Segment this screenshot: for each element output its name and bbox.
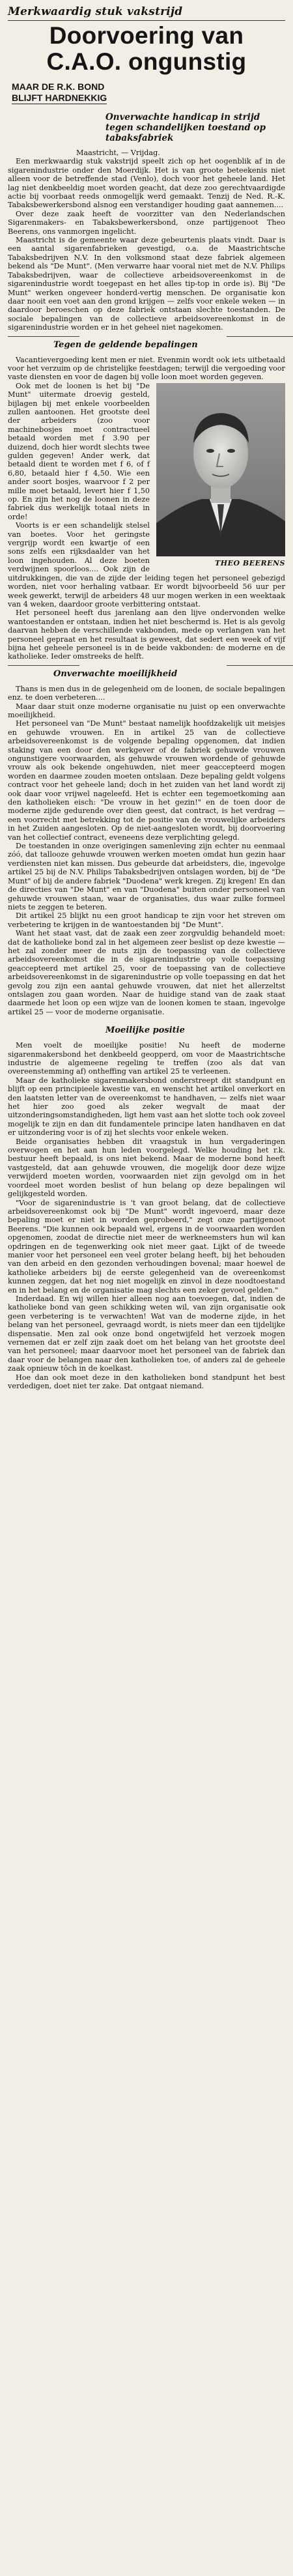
section-heading: Moeilijke positie [105, 1025, 185, 1036]
paragraph: Inderdaad. En wij willen hier alleen nog aan toevoegen, dat, indien de katholieke bond van geen schikking weten wil, van zijn organisatie ook geen verbetering is te verwachten! Wat van de moderne zijde, in het belang van het personeel, gevraagd wordt, is niets meer dan een tijdelijke dispensatie. Men zal ook onze bond ongetwijfeld het verzoek mogen vernemen dat er zelf zijn zaak doet om het belang van het grootste deel van het personeel; maar daarvoor moet het personeel van de fabriek dan daar voor de belangen naar den katholieken toe, of anders zal de geheele zaak opnieuw tôch in de koelkast. [8, 1294, 285, 1373]
portrait-figure [156, 383, 285, 567]
paragraph: Voorts is er een schandelijk stelsel van boetes. Voor het geringste vergrijp wordt een kwartje of een sons zelfs een rijksdaalder van het loon ingehouden. Al deze boeten verdwijnen spoorloos.... Ook zijn de uitdrukkingen, die van de zijde der leiding tegen het personeel gebezigd worden, niet voor herhaling vatbaar. Er wordt bijvoorbeeld 56 uur per week gewerkt, terwijl de arbeiders 48 uur mogen werken in een weektaak van 4 weken, daardoor groote verbittering ontstaat. [8, 521, 285, 608]
kicker-rule [8, 20, 285, 21]
subhead-line-1: MAAR DE R.K. BOND [12, 81, 105, 92]
paragraph: Het personeel heeft dus jarenlang aan den lijve ondervonden welke wantoestanden er ontstaan, indien het niet beschermd is. Het is als gevolg daarvan hebben de verschillende vakbonden, mede op verlangen van het personeel gepraat en het resultaat is geweest, dat sedert een week of vijf bijna het geheele personeel is in de beide vakbonden: de moderne en de katholieke. Ieder omstreeks de helft. [8, 608, 285, 661]
photo-caption: THEO BEERENS [215, 558, 285, 567]
paragraph: Hoe dan ook moet deze in den katholieken bond standpunt het best verdedigen, doet niet ter zake. Dat ontgaat niemand. [8, 1373, 285, 1391]
headline [8, 23, 285, 75]
subhead-line-2: BLIJFT HARDNEKKIG [12, 93, 107, 103]
portrait-photo [156, 383, 285, 556]
paragraph: Over deze zaak heeft de voorzitter van den Nederlandschen Sigarenmakers- en Tabaksbewerkersbond, onze partijgenoot Theo Beerens, ons vanmorgen ingelicht. [8, 209, 285, 236]
paragraph: Maar daar stuit onze moderne organisatie nu juist op een onverwachte moeilijkheid. [8, 702, 285, 719]
paragraph: "Voor de sigarenindustrie is 't van groot belang, dat de collectieve arbeidsovereenkomst ook bij "De Munt" wordt ingevoerd, maar deze bepaling moet er niet in worden geprobeerd," zegt onze partijgenoot Beerens. "Die kunnen ook bepaald wel, ergens in de voorwaarden worden opgenomen, zoodat de directie niet meer de werkneemsters hun wil kan opdringen en de tegenwerking ook niet meer gaat. Lijkt of de tweede manier voor het personeel een veel groter belang heeft, bij het behouden van den arbeid en den gezonden verhoudingen bovenal; maar hoewel de katholieke arbeiders bij de eerste gelegenheid van de overeenkomst kunnen zeggen, dat het nog niet mogelijk en zinvol in deze noodtoestand en in het belang en de organisatie mag slechts een zeker gevoel gelden." [8, 1198, 285, 1295]
paragraph: Want het staat vast, dat de zaak een zeer zorgvuldig behandeld moet: dat de katholieke bond zal in het algemeen zeer beslist op deze kwestie — het zal zonder meer de nuts zijn de toepassing van de collectieve arbeidsovereenkomst die in de sigarenindustrie op volle toepassing geaccepteerd met artikel 25, voor de toepassing van de collectieve arbeidsovereenkomst in de sigarenindustrie op volle toepassing en dat het gevolg zou zijn een aantal gehuwde vrouwen, dat niet het allerzeltst ontslagen zou gaan worden. Naar de huidige stand van de zaak staat daarmede het loon op een wijze van de loonen komen te staan, ingevolge artikel 25 — voor de moderne organisatie. [8, 929, 285, 1016]
paragraph: Men voelt de moeilijke positie! Nu heeft de moderne sigarenmakersbond het denkbeeld geopperd, om voor de Maastrichtsche industrie de algemeene regeling te treffen (zoo als dat van overeenstemming af) ontheffing van artikel 25 te verleenen. [8, 1041, 285, 1076]
paragraph: Vacantievergoeding kent men er niet. Evenmin wordt ook iets uitbetaald voor het verzuim op de christelijke feestdagen; terwijl die vergoeding voor vaste diensten en voor de dagen bij volle loon moet worden gegeven. [8, 355, 285, 382]
portrait-image [156, 383, 285, 556]
paragraph: Maastricht is de gemeente waar deze gebeurtenis plaats vindt. Daar is een aantal sigarenfabrieken gevestigd, o.a. de Maastrichtsche Tabaksbedrijven N.V. In den volksmond staat deze fabriek algemeen bekend als "De Munt". (Men verwarre haar vooral niet met de N.V. Philips Tabaksbedrijven, waar de collectieve arbeidsovereenkomst in de sigarenindustrie wordt toegepast en het alles tip-top in orde is). Bij "De Munt" werken ongeveer honderd-vertig menschen. De organisatie kon daar nooit een voet aan den grond krijgen — zelfs voor enkele weken — in daardoor beroeschen op deze fabriek ontstaan slechte toestanden. De sociale bepalingen van de collectieve arbeidsovereenkomst in de sigarenindustrie worden er in het geheel niet nagekomen. [8, 236, 285, 332]
paragraph: Beide organisaties hebben dit vraagstuk in hun vergaderingen overwogen en het aan hun leden voorgelegd. Welke houding het r.k. bestuur heeft bepaald, is ons niet bekend. Maar de moderne bond heeft vastgesteld, dat aan gehuwde vrouwen, die mogelijk door deze wijze verwijderd moeten worden, voorwaarden niet zijn gevolgd om in het voordeel moet worden beslist of hun belang op deze bepalingen wil gelijkgesteld worden. [8, 1137, 285, 1199]
subhead [12, 81, 107, 104]
paragraph: Het personeel van "De Munt" bestaat namelijk hoofdzakelijk uit meisjes en gehuwde vrouwen. En in artikel 25 van de collectieve arbeidsovereenkomst is de volgende bepaling opgenomen, dat indien staking van een door den werkgever of de fabriek gehuwde vrouwen ongunstigere voorwaarden, als gehuwde vrouwen wordende of gehuwde vrouw als ook bekende ongehuwden, niet meer geaccepteerd mogen worden en daarmee zouden moeten ontslaan. Deze bepaling geldt volgens contract voor het geheele land; doch in het zuiden van het land wordt zij ook daar voor vrijwel nageleefd. Het is echter een tegemoetkoming aan den katholieken eisch: "De vrouw in het gezin!" en de toen door de moderne zijde gedurende over dien geest, dat contract, is het verdrag — een voorrecht met betrekking tot de positie van de vrouwelijke arbeiders in het Zuiden aangesloten. Op de niet-aangesloten wordt, bij doorvoering van het collectief contract, eveneens deze verplichting gelegd. [8, 719, 285, 842]
paragraph: De toestanden in onze overigingen samenleving zijn echter nu eenmaal zóó, dat tallooze gehuwde vrouwen werken moeten omdat hun gezin haar verdiensten niet kan missen. Dus gebeurde dat arbeidsters, die, ingevolge artikel 25 bij de N.V. Philips Tabaksbedrijven ontslagen worden, bij de "De Munt" of bij de andere fabriek "Duodena" werk kregen. Zij kregen! En dan de directies van "De Munt" en van "Duodena" buiten onder personeel van gehuwde vrouwen staan, waar de organisaties, dus waar zulke formeel niets te zeggen te beteren. [8, 842, 285, 911]
paragraph: Maar de katholieke sigarenmakersbond onderstreept dit standpunt en blijft op een principieele kwestie van, en wenscht het artikel onverkort en den laatsten letter van de overeenkomst te handhaven, — zelfs niet waar het hier zoo goed als zeker wegvalt de maat der uitzonderingsomstandigheden, ligt hem vast aan het slotte toch ook zoveel mogelijk te zijn en dan dit fundamentele principe laten handhaven en dat er uitzondering voor is of zij het slechts voor enkele weken. [8, 1076, 285, 1138]
kicker: Merkwaardig stuk vakstrijd [8, 5, 183, 18]
headline-line-1: Doorvoering van [49, 22, 244, 49]
headline-line-2: C.A.O. ongunstig [46, 48, 247, 75]
paragraph: Een merkwaardig stuk vakstrijd speelt zich op het oogenblik af in de sigarenindustrie onder den Moerdijk. Het is van groote beteekenis niet alleen voor de betreffende stad (Venlo), doch voor het geheele land. Het lag niet denkbeeldig moet worden geacht, dat deze zoo gerechtvaardigde actie bij voorbaat reeds onmogelijk werd gemaakt. Tenzij de Ned. R.-K. Tabaksbewerkersbond alsnog een verstandiger houding gaat aannemen.... [8, 157, 285, 210]
paragraph: Thans is men dus in de gelegenheid om de loonen, de sociale bepalingen enz. te doen verbeteren.... [8, 684, 285, 702]
paragraph: Ook met de loonen is het bij "De Munt" uitermate droevig gesteld, bijlagen bij met enkele voorbeelden zullen aantoonen. Het grootste deel der arbeiders (zoo voor machinebosjes moet contractueel betaald worden met f 3.90 per duizend, doch hier wordt slechts twee gulden gegeven! Ander werk, dat betaald dient te worden met f 6, of f 6,80, betaald hier f 4,50. Wie een ander soort bosjes, waarvoor f 2 per mille moet betaald, levert hier f 1,50 op. En zijn het nog de loonen in deze fabriek dus werkelijk totaal niets in orde! [8, 381, 150, 521]
paragraph: Dit artikel 25 blijkt nu een groot handicap te zijn voor het streven om verbetering te krijgen in de wantoestanden bij "De Munt". [8, 911, 285, 929]
section-heading: Tegen de geldende bepalingen [53, 340, 285, 351]
deck: Onverwachte handicap in strijd tegen schandelijken toestand op tabaksfabriek [105, 112, 266, 143]
section-heading: Onverwachte moeilijkheid [53, 669, 285, 680]
dateline: Maastricht, — Vrijdag. [76, 149, 160, 157]
